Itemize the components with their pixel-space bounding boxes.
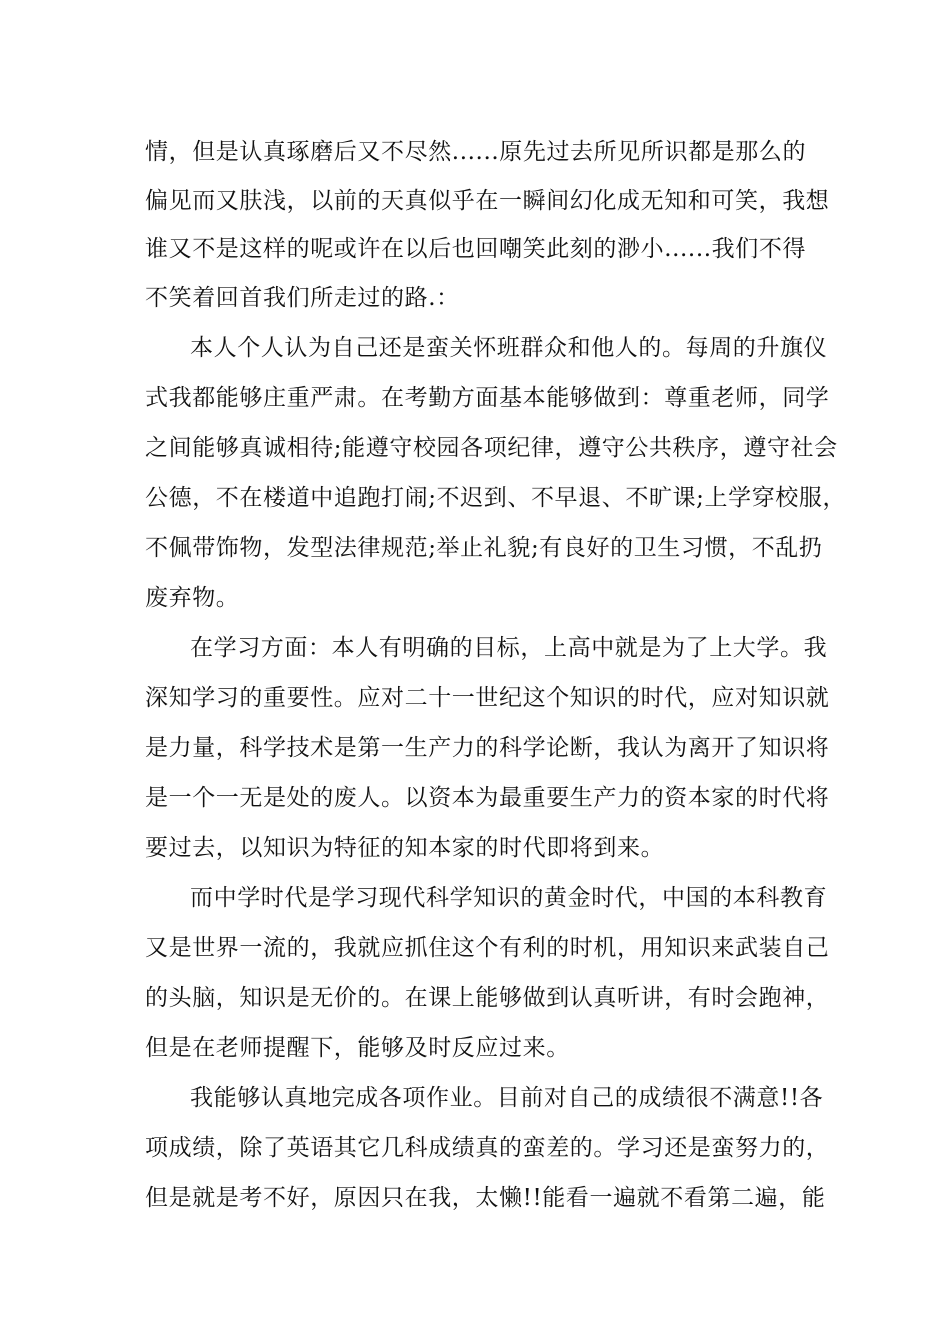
text-line: 深知学习的重要性。应对二十一世纪这个知识的时代，应对知识就 xyxy=(145,685,830,711)
text-line: 的头脑，知识是无价的。在课上能够做到认真听讲，有时会跑神， xyxy=(145,985,830,1011)
text-line: 废弃物。 xyxy=(145,585,240,611)
text-line: 是一个一无是处的废人。以资本为最重要生产力的资本家的时代将 xyxy=(145,785,830,811)
text-line: 谁又不是这样的呢或许在以后也回嘲笑此刻的渺小......我们不得 xyxy=(145,236,807,262)
paragraph-first-line: 我能够认真地完成各项作业。目前对自己的成绩很不满意!!各 xyxy=(190,1085,824,1111)
text-line: 公德，不在楼道中追跑打闹;不迟到、不早退、不旷课;上学穿校服， xyxy=(145,485,847,511)
text-line: 但是就是考不好，原因只在我，太懒!!能看一遍就不看第二遍，能 xyxy=(145,1185,826,1211)
text-line: 又是世界一流的，我就应抓住这个有利的时机，用知识来武装自己 xyxy=(145,935,830,961)
text-line: 项成绩，除了英语其它几科成绩真的蛮差的。学习还是蛮努力的， xyxy=(145,1135,830,1161)
paragraph-first-line: 而中学时代是学习现代科学知识的黄金时代，中国的本科教育 xyxy=(190,885,828,911)
text-line: 不笑着回首我们所走过的路.： xyxy=(145,285,460,311)
text-line: 偏见而又肤浅，以前的天真似乎在一瞬间幻化成无知和可笑，我想 xyxy=(145,188,830,214)
paragraph-first-line: 在学习方面：本人有明确的目标，上高中就是为了上大学。我 xyxy=(190,635,828,661)
text-line: 但是在老师提醒下，能够及时反应过来。 xyxy=(145,1035,570,1061)
text-line: 要过去，以知识为特征的知本家的时代即将到来。 xyxy=(145,835,665,861)
text-line: 不佩带饰物，发型法律规范;举止礼貌;有良好的卫生习惯，不乱扔 xyxy=(145,535,823,561)
text-line: 是力量，科学技术是第一生产力的科学论断，我认为离开了知识将 xyxy=(145,735,830,761)
paragraph-first-line: 本人个人认为自己还是蛮关怀班群众和他人的。每周的升旗仪 xyxy=(190,335,828,361)
text-line: 式我都能够庄重严肃。在考勤方面基本能够做到：尊重老师，同学 xyxy=(145,385,830,411)
text-line: 之间能够真诚相待;能遵守校园各项纪律，遵守公共秩序，遵守社会 xyxy=(145,435,838,461)
text-line: 情，但是认真琢磨后又不尽然......原先过去所见所识都是那么的 xyxy=(145,139,807,165)
